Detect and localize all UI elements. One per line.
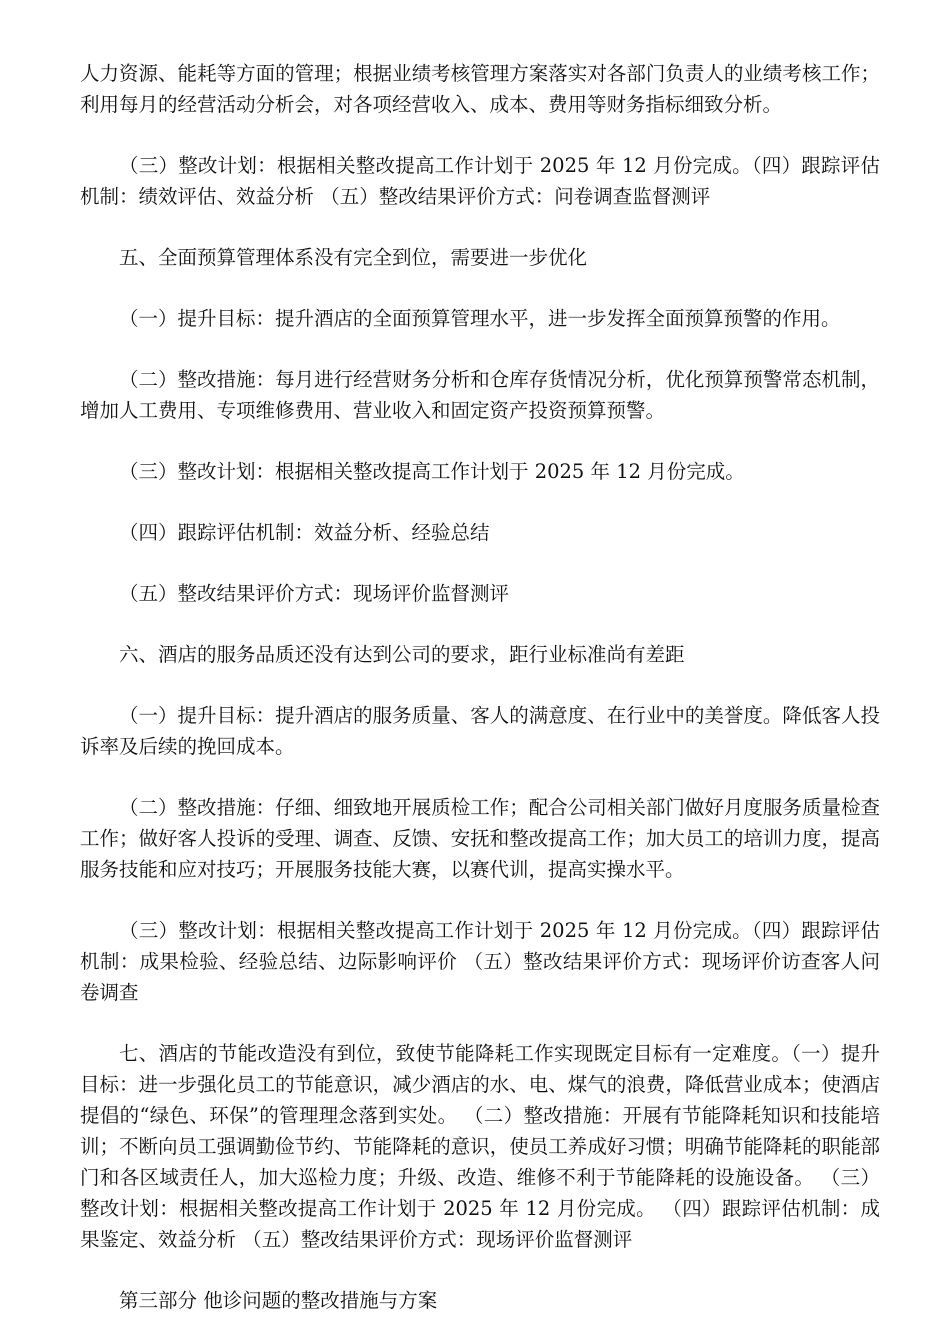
paragraph-measures-6: （二）整改措施：仔细、细致地开展质检工作；配合公司相关部门做好月度服务质量检查工作；做好客人投诉的受理、调查、反馈、安抚和整改提高工作；加大员工的培训力度，提高服务技能和应对技巧；开展服务技能大赛，以赛代训，提高实操水平。	[80, 796, 880, 881]
paragraph-goal-6: （一）提升目标：提升酒店的服务质量、客人的满意度、在行业中的美誉度。降低客人投诉率及后续的挽回成本。	[80, 704, 880, 758]
paragraph-goal-5: （一）提升目标：提升酒店的全面预算管理水平，进一步发挥全面预算预警的作用。	[119, 307, 841, 330]
part-three-heading: 第三部分 他诊问题的整改措施与方案	[119, 1289, 438, 1312]
document-page	[80, 58, 880, 1316]
paragraph-evaluation-5: （五）整改结果评价方式：现场评价监督测评	[119, 582, 510, 605]
paragraph-measures-5: （二）整改措施：每月进行经营财务分析和仓库存货情况分析，优化预算预警常态机制，增加人工费用、专项维修费用、营业收入和固定资产投资预算预警。	[80, 368, 880, 422]
paragraph-plan-and-evaluation-4: （三）整改计划：根据相关整改提高工作计划于 2025 年 12 月份完成。（四）跟踪评估机制：绩效评估、效益分析 （五）整改结果评价方式：问卷调查监督测评	[80, 154, 880, 208]
paragraph-plan-and-evaluation-6: （三）整改计划：根据相关整改提高工作计划于 2025 年 12 月份完成。（四）跟踪评估机制：成果检验、经验总结、边际影响评价 （五）整改结果评价方式：现场评价访查客人问卷调查	[80, 919, 880, 1004]
paragraph-tracking-5: （四）跟踪评估机制：效益分析、经验总结	[119, 521, 490, 544]
section-heading-5: 五、全面预算管理体系没有完全到位，需要进一步优化	[119, 246, 588, 269]
paragraph-plan-5: （三）整改计划：根据相关整改提高工作计划于 2025 年 12 月份完成。	[119, 460, 745, 483]
section-7-paragraph: 七、酒店的节能改造没有到位，致使节能降耗工作实现既定目标有一定难度。（一）提升目标：进一步强化员工的节能意识，减少酒店的水、电、煤气的浪费，降低营业成本；使酒店提倡的“绿色、环保”的管理理念落到实处。 （二）整改措施：开展有节能降耗知识和技能培训；不断向员工强调勤俭节约、节能降耗的意识，使员工养成好习惯；明确节能降耗的职能部门和各区域责任人，加大巡检力度；升级、改造、维修不利于节能降耗的设施设备。 （三）整改计划：根据相关整改提高工作计划于 2025 年 12 月份完成。 （四）跟踪评估机制：成果鉴定、效益分析 （五）整改结果评价方式：现场评价监督测评	[80, 1042, 880, 1251]
section-heading-6: 六、酒店的服务品质还没有达到公司的要求，距行业标准尚有差距	[119, 643, 685, 666]
paragraph-management-continuation: 人力资源、能耗等方面的管理；根据业绩考核管理方案落实对各部门负责人的业绩考核工作；利用每月的经营活动分析会，对各项经营收入、成本、费用等财务指标细致分析。	[80, 62, 880, 116]
